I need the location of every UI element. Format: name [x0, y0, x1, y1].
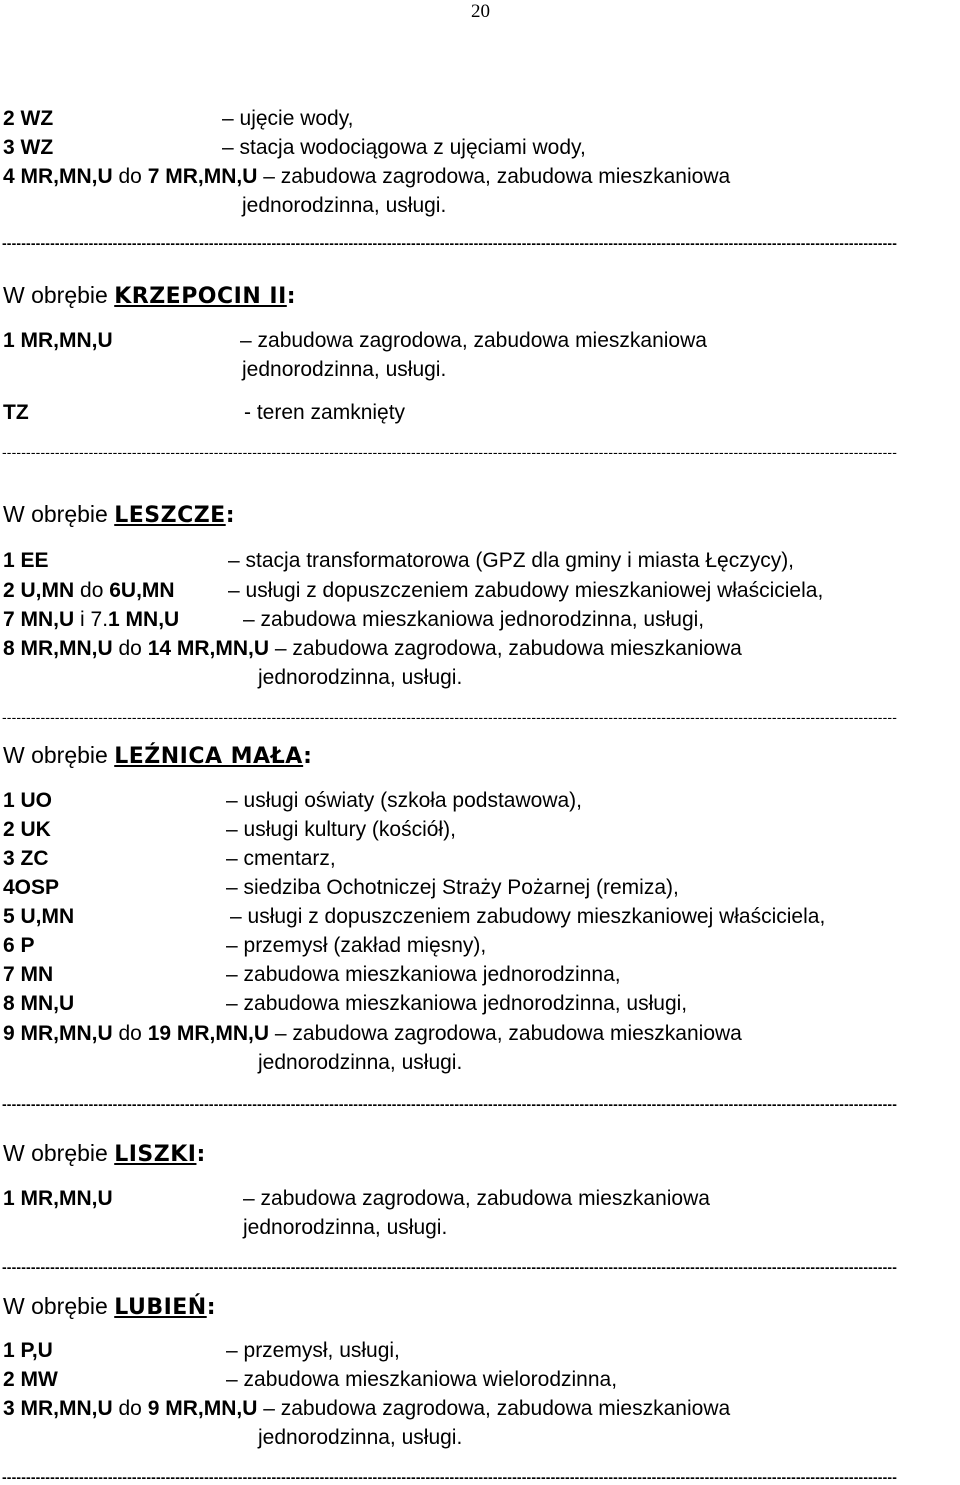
zone-code: 8 MN,U — [3, 992, 75, 1015]
section-heading — [3, 744, 312, 768]
zone-code: 3 MR,MN,U — [3, 1397, 113, 1420]
zone-code: 4 MR,MN,U — [3, 165, 113, 188]
zone-code: 1 EE — [3, 549, 49, 572]
zone-description: – zabudowa mieszkaniowa wielorodzinna, — [226, 1368, 618, 1391]
zone-description: – zabudowa zagrodowa, zabudowa mieszkaniowa — [257, 165, 731, 188]
zone-code: 9 MR,MN,U — [147, 1397, 258, 1420]
section-colon: : — [303, 744, 313, 769]
zone-range-row — [3, 1023, 742, 1044]
section-heading — [3, 1142, 206, 1166]
zone-description: – usługi oświaty (szkoła podstawowa), — [226, 789, 582, 812]
zone-description: – zabudowa zagrodowa, zabudowa mieszkaniowa — [269, 1022, 742, 1045]
zone-description: – stacja wodociągowa z ujęciami wody, — [222, 136, 586, 159]
zone-code: 1 MR,MN,U — [3, 329, 113, 352]
zone-code: 3 WZ — [3, 136, 54, 159]
section-colon: : — [286, 284, 297, 309]
range-connector: do — [74, 579, 110, 602]
zone-range-row — [3, 580, 175, 601]
section-prefix: W obrębie — [3, 1140, 115, 1166]
zone-range-row — [3, 166, 730, 187]
zone-code: 1 P,U — [3, 1339, 53, 1362]
zone-code: 2 U,MN — [3, 579, 75, 602]
zone-description: – zabudowa mieszkaniowa jednorodzinna, usługi, — [243, 608, 705, 631]
zone-description: – usługi kultury (kościół), — [226, 818, 456, 841]
zone-description-continuation: jednorodzinna, usługi. — [242, 358, 447, 381]
zone-code: 3 ZC — [3, 847, 49, 870]
zone-description: – zabudowa zagrodowa, zabudowa mieszkaniowa — [269, 637, 742, 660]
separator-line: ------------------------------------------------------------------------------------------------------------------------------------------------------------------------------------------ — [2, 710, 898, 724]
separator-line: ------------------------------------------------------------------------------------------------------------------------------------------------------------------------------------------ — [2, 1470, 898, 1484]
zone-description: – przemysł, usługi, — [226, 1339, 400, 1362]
zone-code: 6 P — [3, 934, 35, 957]
zone-description: – usługi z dopuszczeniem zabudowy mieszkaniowej właściciela, — [230, 905, 826, 928]
range-connector: do — [112, 637, 148, 660]
separator-line: ------------------------------------------------------------------------------------------------------------------------------------------------------------------------------------------ — [2, 236, 898, 250]
zone-description: – cmentarz, — [226, 847, 336, 870]
zone-range-row — [3, 638, 742, 659]
page-number: 20 — [471, 1, 490, 22]
zone-code: 9 MR,MN,U — [3, 1022, 113, 1045]
zone-code: 7 MN — [3, 963, 54, 986]
zone-code: 1 MR,MN,U — [3, 1187, 113, 1210]
section-colon: : — [206, 1295, 217, 1320]
zone-code: 2 MW — [3, 1368, 58, 1391]
zone-code: 19 MR,MN,U — [147, 1022, 270, 1045]
zone-description-continuation: jednorodzinna, usługi. — [243, 1216, 448, 1239]
zone-description-continuation: jednorodzinna, usługi. — [258, 1051, 463, 1074]
section-prefix: W obrębie — [3, 501, 115, 527]
zone-description: – przemysł (zakład mięsny), — [226, 934, 487, 957]
zone-code: 2 WZ — [3, 107, 54, 130]
zone-description: – siedziba Ochotniczej Straży Pożarnej (remiza), — [226, 876, 679, 899]
zone-code: 7 MR,MN,U — [147, 165, 258, 188]
section-name: LUBIEŃ — [114, 1295, 207, 1320]
zone-description-continuation: jednorodzinna, usługi. — [242, 194, 447, 217]
zone-description: – stacja transformatorowa (GPZ dla gminy i miasta Łęczycy), — [228, 549, 795, 572]
zone-code: 8 MR,MN,U — [3, 637, 113, 660]
section-colon: : — [225, 503, 236, 528]
zone-code: 1 MN,U — [108, 608, 180, 631]
zone-range-row — [3, 1398, 730, 1419]
section-prefix: W obrębie — [3, 282, 115, 308]
section-heading — [3, 1295, 216, 1319]
zone-description: - teren zamknięty — [244, 401, 406, 424]
zone-description: – zabudowa mieszkaniowa jednorodzinna, usługi, — [226, 992, 688, 1015]
section-name: KRZEPOCIN II — [114, 284, 287, 309]
zone-code: 4OSP — [3, 876, 60, 899]
section-prefix: W obrębie — [3, 1293, 115, 1319]
zone-description: – zabudowa zagrodowa, zabudowa mieszkaniowa — [243, 1187, 710, 1210]
zone-description: – ujęcie wody, — [222, 107, 354, 130]
zone-description: – zabudowa zagrodowa, zabudowa mieszkaniowa — [240, 329, 707, 352]
section-name: LEŹNICA MAŁA — [114, 744, 304, 769]
zone-code: 6U,MN — [109, 579, 175, 602]
section-prefix: W obrębie — [3, 742, 115, 768]
zone-description: – zabudowa mieszkaniowa jednorodzinna, — [226, 963, 621, 986]
zone-code: TZ — [3, 401, 29, 424]
zone-description: – usługi z dopuszczeniem zabudowy mieszkaniowej właściciela, — [228, 579, 824, 602]
zone-range-row — [3, 609, 179, 630]
zone-description-continuation: jednorodzinna, usługi. — [258, 666, 463, 689]
section-name: LISZKI — [114, 1142, 197, 1167]
range-connector: i 7. — [74, 608, 109, 631]
zone-description: – zabudowa zagrodowa, zabudowa mieszkaniowa — [257, 1397, 731, 1420]
separator-line: ------------------------------------------------------------------------------------------------------------------------------------------------------------------------------------------ — [2, 1097, 898, 1111]
zone-description-continuation: jednorodzinna, usługi. — [258, 1426, 463, 1449]
separator-line: ------------------------------------------------------------------------------------------------------------------------------------------------------------------------------------------ — [2, 1260, 898, 1274]
section-heading — [3, 503, 235, 527]
range-connector: do — [112, 1397, 148, 1420]
section-heading — [3, 284, 296, 308]
section-name: LESZCZE — [114, 503, 226, 528]
section-colon: : — [196, 1142, 206, 1167]
zone-code: 5 U,MN — [3, 905, 75, 928]
separator-line: ------------------------------------------------------------------------------------------------------------------------------------------------------------------------------------------ — [2, 445, 898, 459]
range-connector: do — [112, 165, 148, 188]
range-connector: do — [112, 1022, 148, 1045]
zone-code: 1 UO — [3, 789, 53, 812]
zone-code: 7 MN,U — [3, 608, 75, 631]
zone-code: 14 MR,MN,U — [147, 637, 270, 660]
zone-code: 2 UK — [3, 818, 51, 841]
